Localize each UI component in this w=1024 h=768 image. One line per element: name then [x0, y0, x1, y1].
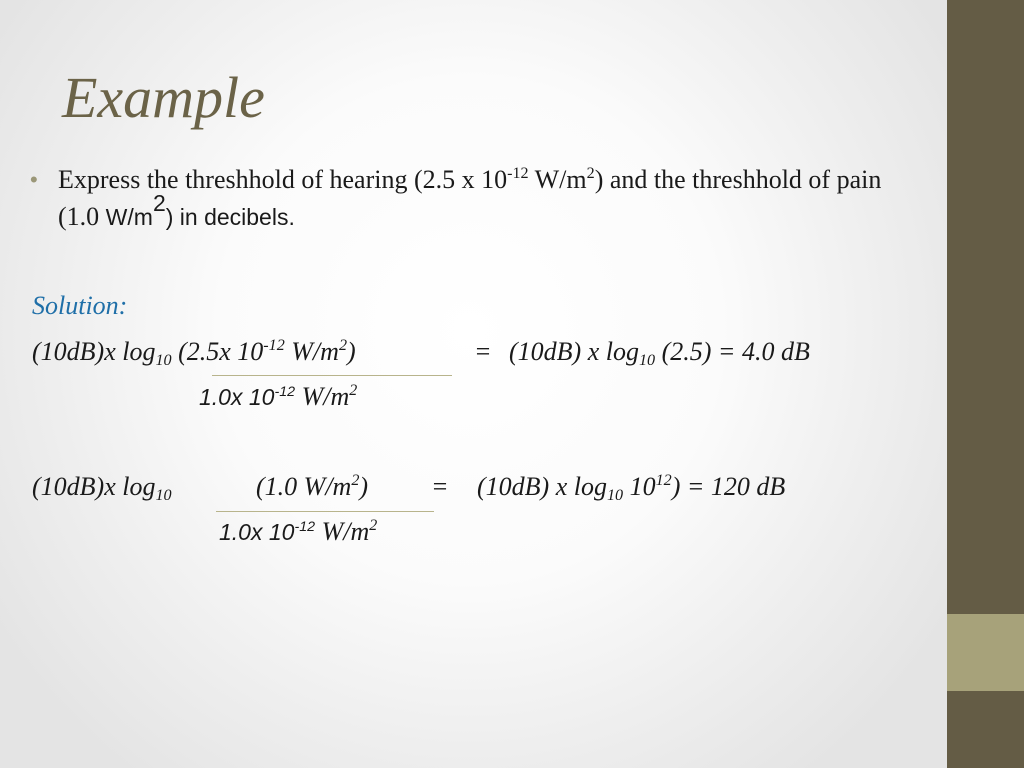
sidebar-band-top	[947, 0, 1024, 614]
sidebar-band-bottom	[947, 691, 1024, 768]
solution-label: Solution:	[32, 291, 128, 320]
equation-2-fraction-bar	[216, 511, 434, 512]
equation-1-result: (10dB) x $\log_{10} (2.5) = 4.0$ dB	[509, 337, 810, 369]
equation-2-denominator: 1.0x $10^{-12}$ $W/m^2$	[219, 517, 378, 546]
equation-2-result: (10dB) x $\log_{10} 10^{12}) = 120$ dB	[477, 472, 786, 504]
bullet-text: Express the threshhold of hearing (2.5 x $10^{-12}$ $W/m^2$) and the threshhold of pain (1.0 $W/m^2$) in decibels.	[58, 165, 882, 231]
equation-1-top: (10dB)x $\log_{10} (2.5x$ $10^{-12}$ $W/m^2$)	[32, 337, 356, 369]
bullet-dot-icon: •	[30, 167, 38, 192]
equation-1-equals: =	[474, 337, 492, 366]
bullet-item	[30, 161, 910, 236]
equation-1-fraction-bar	[212, 375, 452, 376]
equation-2-prefix: (10dB)x $\log_{10}$	[32, 472, 172, 504]
equation-1-denominator: 1.0x $10^{-12}$ $W/m^2$	[199, 382, 358, 411]
slide-title: Example	[62, 65, 265, 130]
equation-2-numerator: (1.0 $W/m^2$)	[256, 472, 369, 501]
equation-2-equals: =	[431, 472, 449, 501]
decorative-sidebar	[947, 0, 1024, 768]
sidebar-band-middle	[947, 614, 1024, 691]
